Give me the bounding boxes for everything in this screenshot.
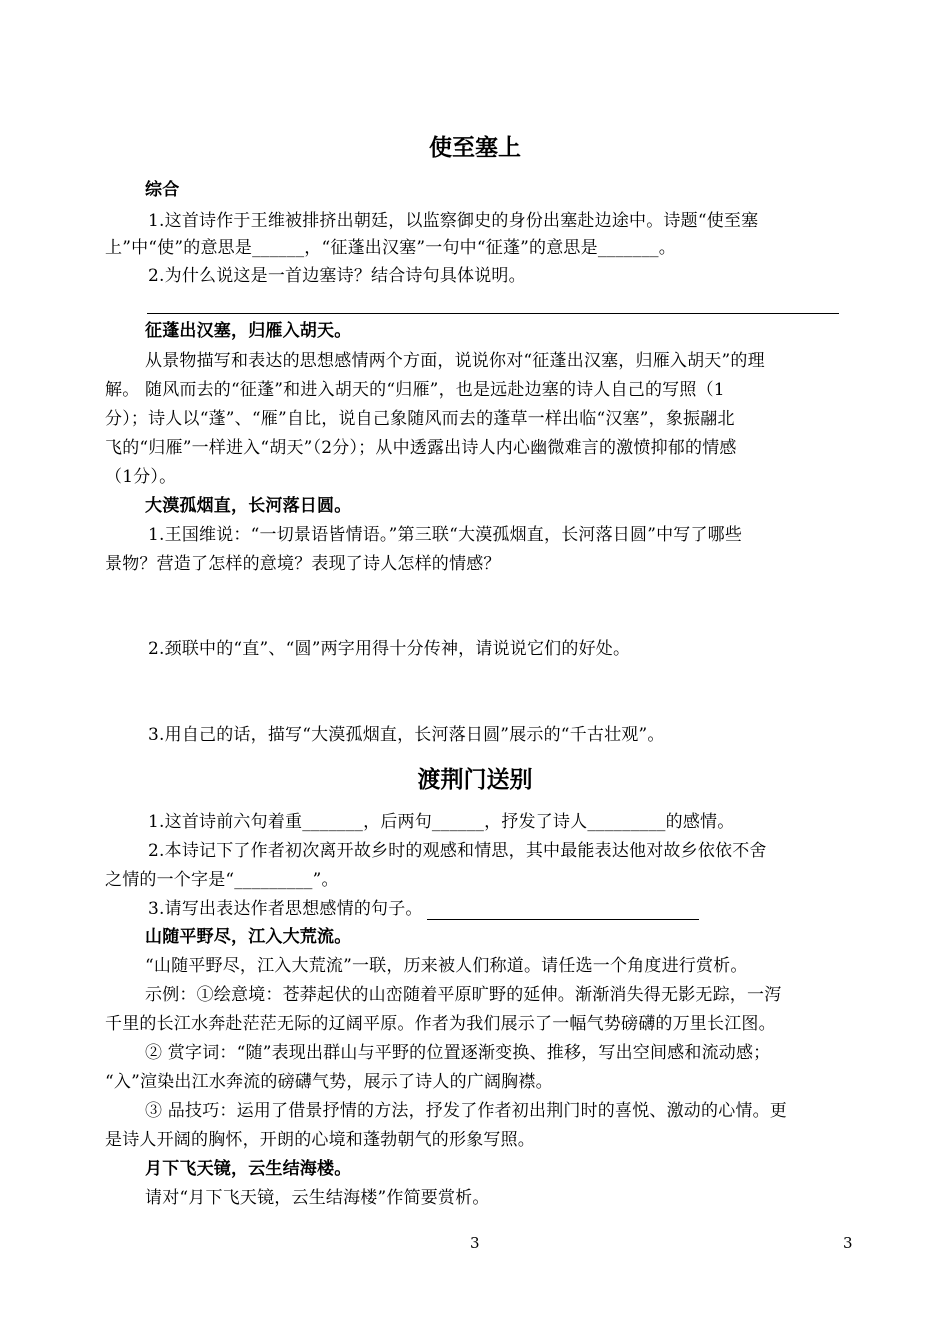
section-title: 使至塞上 xyxy=(429,135,521,161)
question-text: 之情的一个字是“_________”。 xyxy=(105,870,339,890)
question-text xyxy=(148,898,850,920)
answer-blank xyxy=(427,903,699,920)
page-number: 3 xyxy=(470,1234,480,1252)
question-text: 1.这首诗作于王维被排挤出朝廷，以监察御史的身份出塞赴边途中。诗题“使至塞 xyxy=(148,211,759,231)
verse-heading: 月下飞天镜，云生结海楼。 xyxy=(145,1159,352,1179)
answer-text: 示例：①绘意境：苍莽起伏的山峦随着平原旷野的延伸。渐渐消失得无影无踪，一泻 xyxy=(145,985,782,1005)
section-title: 渡荆门送别 xyxy=(417,767,533,793)
answer-text: ③ 品技巧：运用了借景抒情的方法，抒发了作者初出荆门时的喜悦、激动的心情。更 xyxy=(145,1101,788,1121)
verse-heading: 征蓬出汉塞，归雁入胡天。 xyxy=(145,321,352,341)
answer-text: 分）；诗人以“蓬”、“雁”自比，说自己象随风而去的蓬草一样出临“汉塞”，象振翮北 xyxy=(105,409,735,429)
answer-text: （1分）。 xyxy=(105,467,177,487)
answer-text: 飞的“归雁”一样进入“胡天”（2分）；从中透露出诗人内心幽微难言的激愤抑郁的情感 xyxy=(105,438,737,458)
answer-line xyxy=(147,313,839,314)
answer-text: 从景物描写和表达的思想感情两个方面，说说你对“征蓬出汉塞，归雁入胡天”的理 xyxy=(145,351,765,371)
answer-text: 是诗人开阔的胸怀，开朗的心境和蓬勃朝气的形象写照。 xyxy=(105,1130,535,1150)
answer-text: ② 赏字词：“随”表现出群山与平野的位置逐渐变换、推移，写出空间感和流动感； xyxy=(145,1043,771,1063)
verse-heading: 山随平野尽，江入大荒流。 xyxy=(145,927,352,947)
page-number: 3 xyxy=(843,1234,853,1252)
question-text: 1.这首诗前六句着重_______，后两句______，抒发了诗人_________的感情。 xyxy=(148,812,735,832)
answer-text: 解。 随风而去的“征蓬”和进入胡天的“归雁”，也是远赴边塞的诗人自己的写照（1 xyxy=(105,380,725,400)
question-text: 2.本诗记下了作者初次离开故乡时的观感和情思，其中最能表达他对故乡依依不舍 xyxy=(148,841,767,861)
answer-text: “山随平野尽，江入大荒流”一联，历来被人们称道。请任选一个角度进行赏析。 xyxy=(145,956,748,976)
verse-heading: 大漠孤烟直，长河落日圆。 xyxy=(145,496,352,516)
question-text: 2.为什么说这是一首边塞诗？结合诗句具体说明。 xyxy=(148,266,526,286)
question-text: 2.颈联中的“直”、“圆”两字用得十分传神，请说说它们的好处。 xyxy=(148,639,631,659)
question-text: 景物？营造了怎样的意境？表现了诗人怎样的情感？ xyxy=(105,554,501,574)
question-text: 1.王国维说：“一切景语皆情语。”第三联“大漠孤烟直，长河落日圆”中写了哪些 xyxy=(148,525,743,545)
question-text: 上”中“使”的意思是______，“征蓬出汉塞”一句中“征蓬”的意思是_______。 xyxy=(105,238,676,258)
label-zonghe: 综合 xyxy=(145,180,180,200)
answer-text: “入”渲染出江水奔流的磅礴气势，展示了诗人的广阔胸襟。 xyxy=(105,1072,553,1092)
question-text: 请对“月下飞天镜，云生结海楼”作简要赏析。 xyxy=(145,1188,490,1208)
question-text: 3.用自己的话，描写“大漠孤烟直，长河落日圆”展示的“千古壮观”。 xyxy=(148,725,665,745)
question-text-label: 3.请写出表达作者思想感情的句子。 xyxy=(148,899,423,919)
answer-text: 千里的长江水奔赴茫茫无际的辽阔平原。作者为我们展示了一幅气势磅礴的万里长江图。 xyxy=(105,1014,776,1034)
